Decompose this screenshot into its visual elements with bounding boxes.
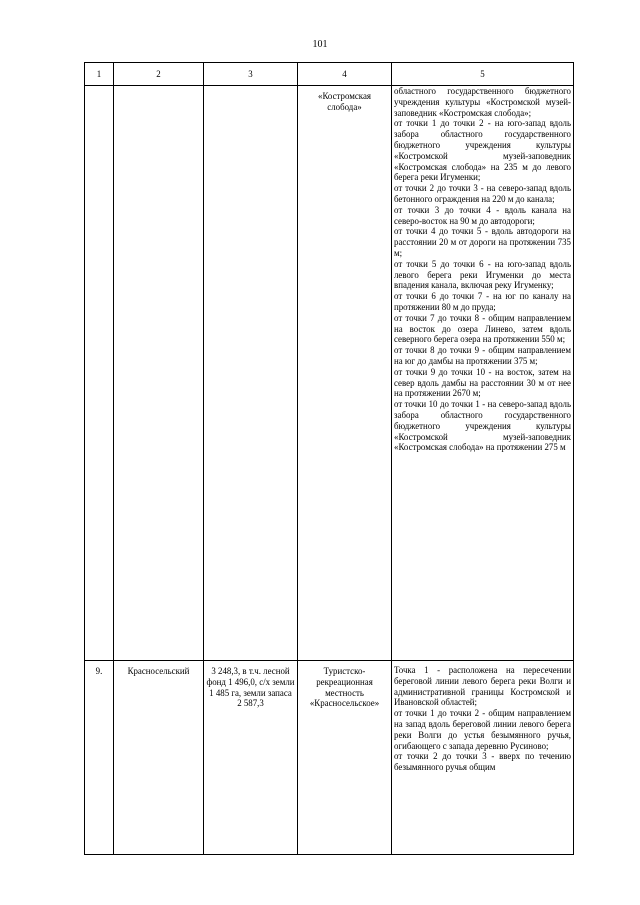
header-cell-1: 1 <box>85 63 114 86</box>
boundary-description-cell <box>392 86 574 661</box>
district-cell <box>114 86 204 661</box>
boundary-paragraph: от точки 1 до точки 2 - общим направлением на запад вдоль береговой линии левого берега реки Волги до устья безымянного ручья, огибающего с запада деревню Русиново; <box>394 708 571 751</box>
boundary-paragraph: Точка 1 - расположена на пересечении береговой линии левого берега реки Волги и административной границы Костромской и Ивановской областей; <box>394 665 571 708</box>
row-number-cell <box>85 86 114 661</box>
boundary-paragraph: от точки 5 до точки 6 - на юго-запад вдоль левого берега реки Игуменки до места впадения канала, включая реку Игуменку; <box>394 258 571 291</box>
boundary-paragraph: от точки 2 до точки 3 - вверх по течению безымянного ручья общим <box>394 751 571 773</box>
table-row <box>85 86 574 661</box>
page-number: 101 <box>312 39 328 50</box>
header-cell-3: 3 <box>204 63 298 86</box>
boundary-paragraph: от точки 7 до точки 8 - общим направлением на восток до озера Линево, затем вдоль северного берега озера на протяжении 550 м; <box>394 312 571 345</box>
boundary-paragraph: от точки 2 до точки 3 - на северо-запад вдоль бетонного ограждения на 220 м до канала; <box>394 183 571 204</box>
district-cell: Красносельский <box>114 661 204 855</box>
header-cell-4: 4 <box>298 63 392 86</box>
purpose-cell: Туристско-рекреационная местность «Красносельское» <box>298 661 392 855</box>
area-cell: 3 248,3, в т.ч. лесной фонд 1 496,0, с/х земли 1 485 га, земли запаса 2 587,3 <box>204 661 298 855</box>
boundary-paragraph: от точки 9 до точки 10 - на восток, затем на север вдоль дамбы на расстоянии 30 м от нее на протяжении 2670 м; <box>394 366 571 399</box>
boundary-paragraph: областного государственного бюджетного учреждения культуры «Костромской музей-заповедник «Костромская слобода»; <box>394 86 571 118</box>
row-number-cell: 9. <box>85 661 114 855</box>
table-header-row <box>85 63 574 86</box>
boundary-paragraph: от точки 1 до точки 2 - на юго-запад вдоль забора областного государственного бюджетного учреждения культуры «Костромской музей-заповедник «Костромская слобода» на 235 м до левого берега реки Игуменки; <box>394 118 571 183</box>
boundaries-table <box>84 62 574 855</box>
purpose-cell: «Костромская слобода» <box>298 86 392 661</box>
boundary-paragraph: от точки 4 до точки 5 - вдоль автодороги на расстоянии 20 м от дороги на протяжении 735 м; <box>394 226 571 258</box>
boundary-description-cell <box>392 661 574 855</box>
boundary-paragraph: от точки 10 до точки 1 - на северо-запад вдоль забора областного государственного бюджетного учреждения культуры «Костромской музей-заповедник «Костромская слобода» на протяжении 275 м <box>394 399 571 453</box>
boundary-paragraph: от точки 8 до точки 9 - общим направлением на юг до дамбы на протяжении 375 м; <box>394 345 571 366</box>
area-cell <box>204 86 298 661</box>
boundary-paragraph: от точки 6 до точки 7 - на юг по каналу на протяжении 80 м до пруда; <box>394 291 571 312</box>
boundary-paragraph: от точки 3 до точки 4 - вдоль канала на северо-восток на 90 м до автодороги; <box>394 204 571 226</box>
header-cell-5: 5 <box>392 63 574 86</box>
table-row <box>85 661 574 855</box>
header-cell-2: 2 <box>114 63 204 86</box>
